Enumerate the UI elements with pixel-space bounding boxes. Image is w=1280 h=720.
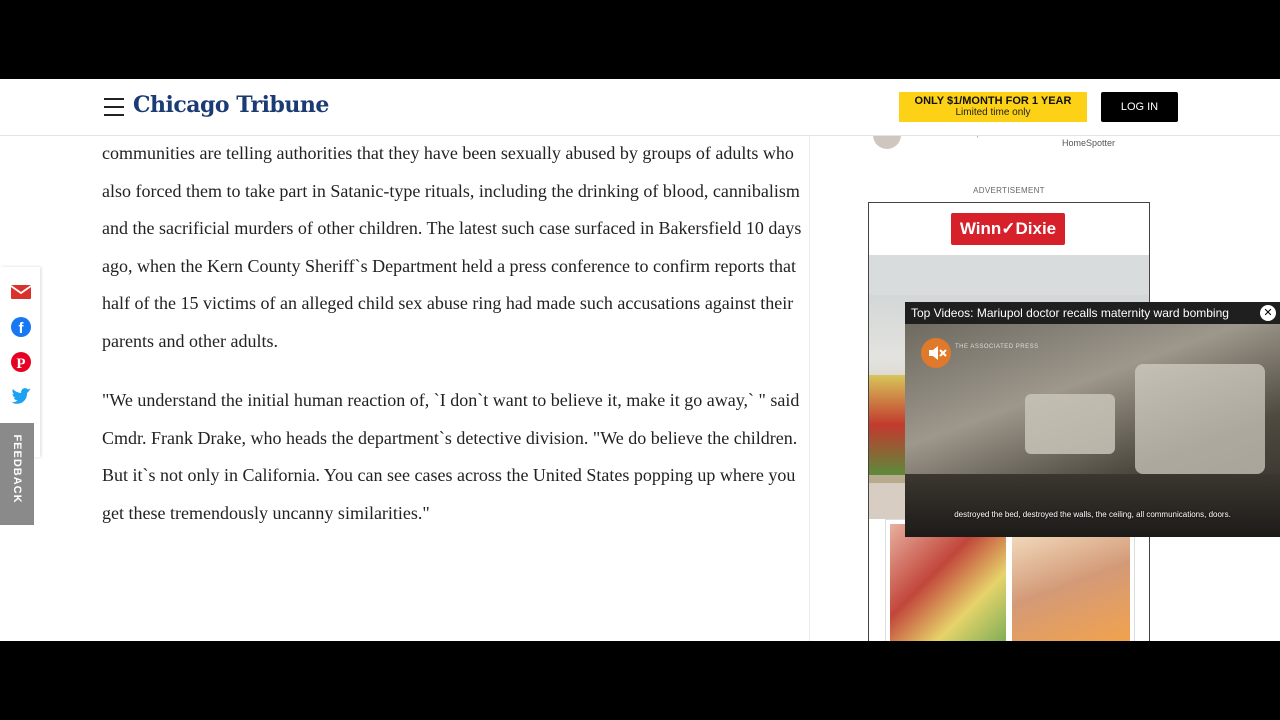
- close-icon[interactable]: ✕: [1260, 305, 1276, 321]
- video-player[interactable]: [905, 302, 1280, 537]
- login-button[interactable]: LOG IN: [1101, 92, 1178, 122]
- page: [0, 79, 1280, 641]
- promo-headline: ONLY $1/MONTH FOR 1 YEAR: [914, 95, 1072, 107]
- menu-icon[interactable]: [104, 98, 124, 116]
- ap-watermark: THE ASSOCIATED PRESS: [955, 344, 1039, 350]
- feedback-label: FEEDBACK: [11, 434, 23, 504]
- promo-subline: Limited time only: [955, 107, 1031, 118]
- advertisement-label: ADVERTISEMENT: [973, 186, 1045, 195]
- video-frame[interactable]: [905, 324, 1280, 537]
- incubator-shape: [1135, 364, 1265, 474]
- winn-dixie-logo: Winn✓Dixie: [951, 213, 1065, 245]
- article-body: [102, 135, 812, 554]
- site-header: [0, 79, 1280, 136]
- column-divider: [809, 135, 810, 641]
- svg-text:f: f: [18, 320, 24, 337]
- video-title: [905, 302, 1280, 324]
- facebook-icon[interactable]: [10, 316, 32, 338]
- svg-text:P: P: [16, 356, 26, 372]
- mute-icon[interactable]: [921, 338, 951, 368]
- site-logo[interactable]: Chicago Tribune: [133, 92, 329, 118]
- flyer-meat-page: [890, 524, 1006, 641]
- ad-partner-text: HomeSpotter: [1062, 138, 1116, 148]
- video-caption: destroyed the bed, destroyed the walls, the ceiling, all communications, doors.: [954, 510, 1231, 519]
- article-paragraph: communities are telling authorities that they have been sexually abused by groups of adults who also forced them to take part in Satanic-type rituals, including the drinking of blood, cannibalism and the sacrificial murders of other children. The latest such case surfaced in Bakersfield 10 days ago, when the Kern County Sheriff`s Department held a press conference to confirm reports that half of the 15 victims of an alleged child sex abuse ring had made such accusations against their parents and other adults.: [102, 143, 802, 351]
- incubator-shape: [1025, 394, 1115, 454]
- video-title-text: Top Videos: Mariupol doctor recalls maternity ward bombing: [911, 306, 1229, 320]
- debris-floor: [905, 474, 1280, 537]
- produce-display: [869, 375, 909, 475]
- pinterest-icon[interactable]: [10, 351, 32, 373]
- email-icon[interactable]: [10, 281, 32, 303]
- store-ceiling: [869, 255, 1149, 295]
- flyer-easter-page: [1012, 524, 1130, 641]
- feedback-tab[interactable]: [0, 423, 34, 525]
- weekly-flyer: [885, 519, 1135, 641]
- twitter-icon[interactable]: [10, 385, 32, 407]
- article-paragraph: "We understand the initial human reaction of, `I don`t want to believe it, make it go away,` " said Cmdr. Frank Drake, who heads the department`s detective division. "We do believe the children. But it`s not only in California. You can see cases across the United States popping up where you get these tremendously uncanny similarities.": [102, 390, 800, 523]
- subscribe-promo-button[interactable]: [899, 92, 1087, 122]
